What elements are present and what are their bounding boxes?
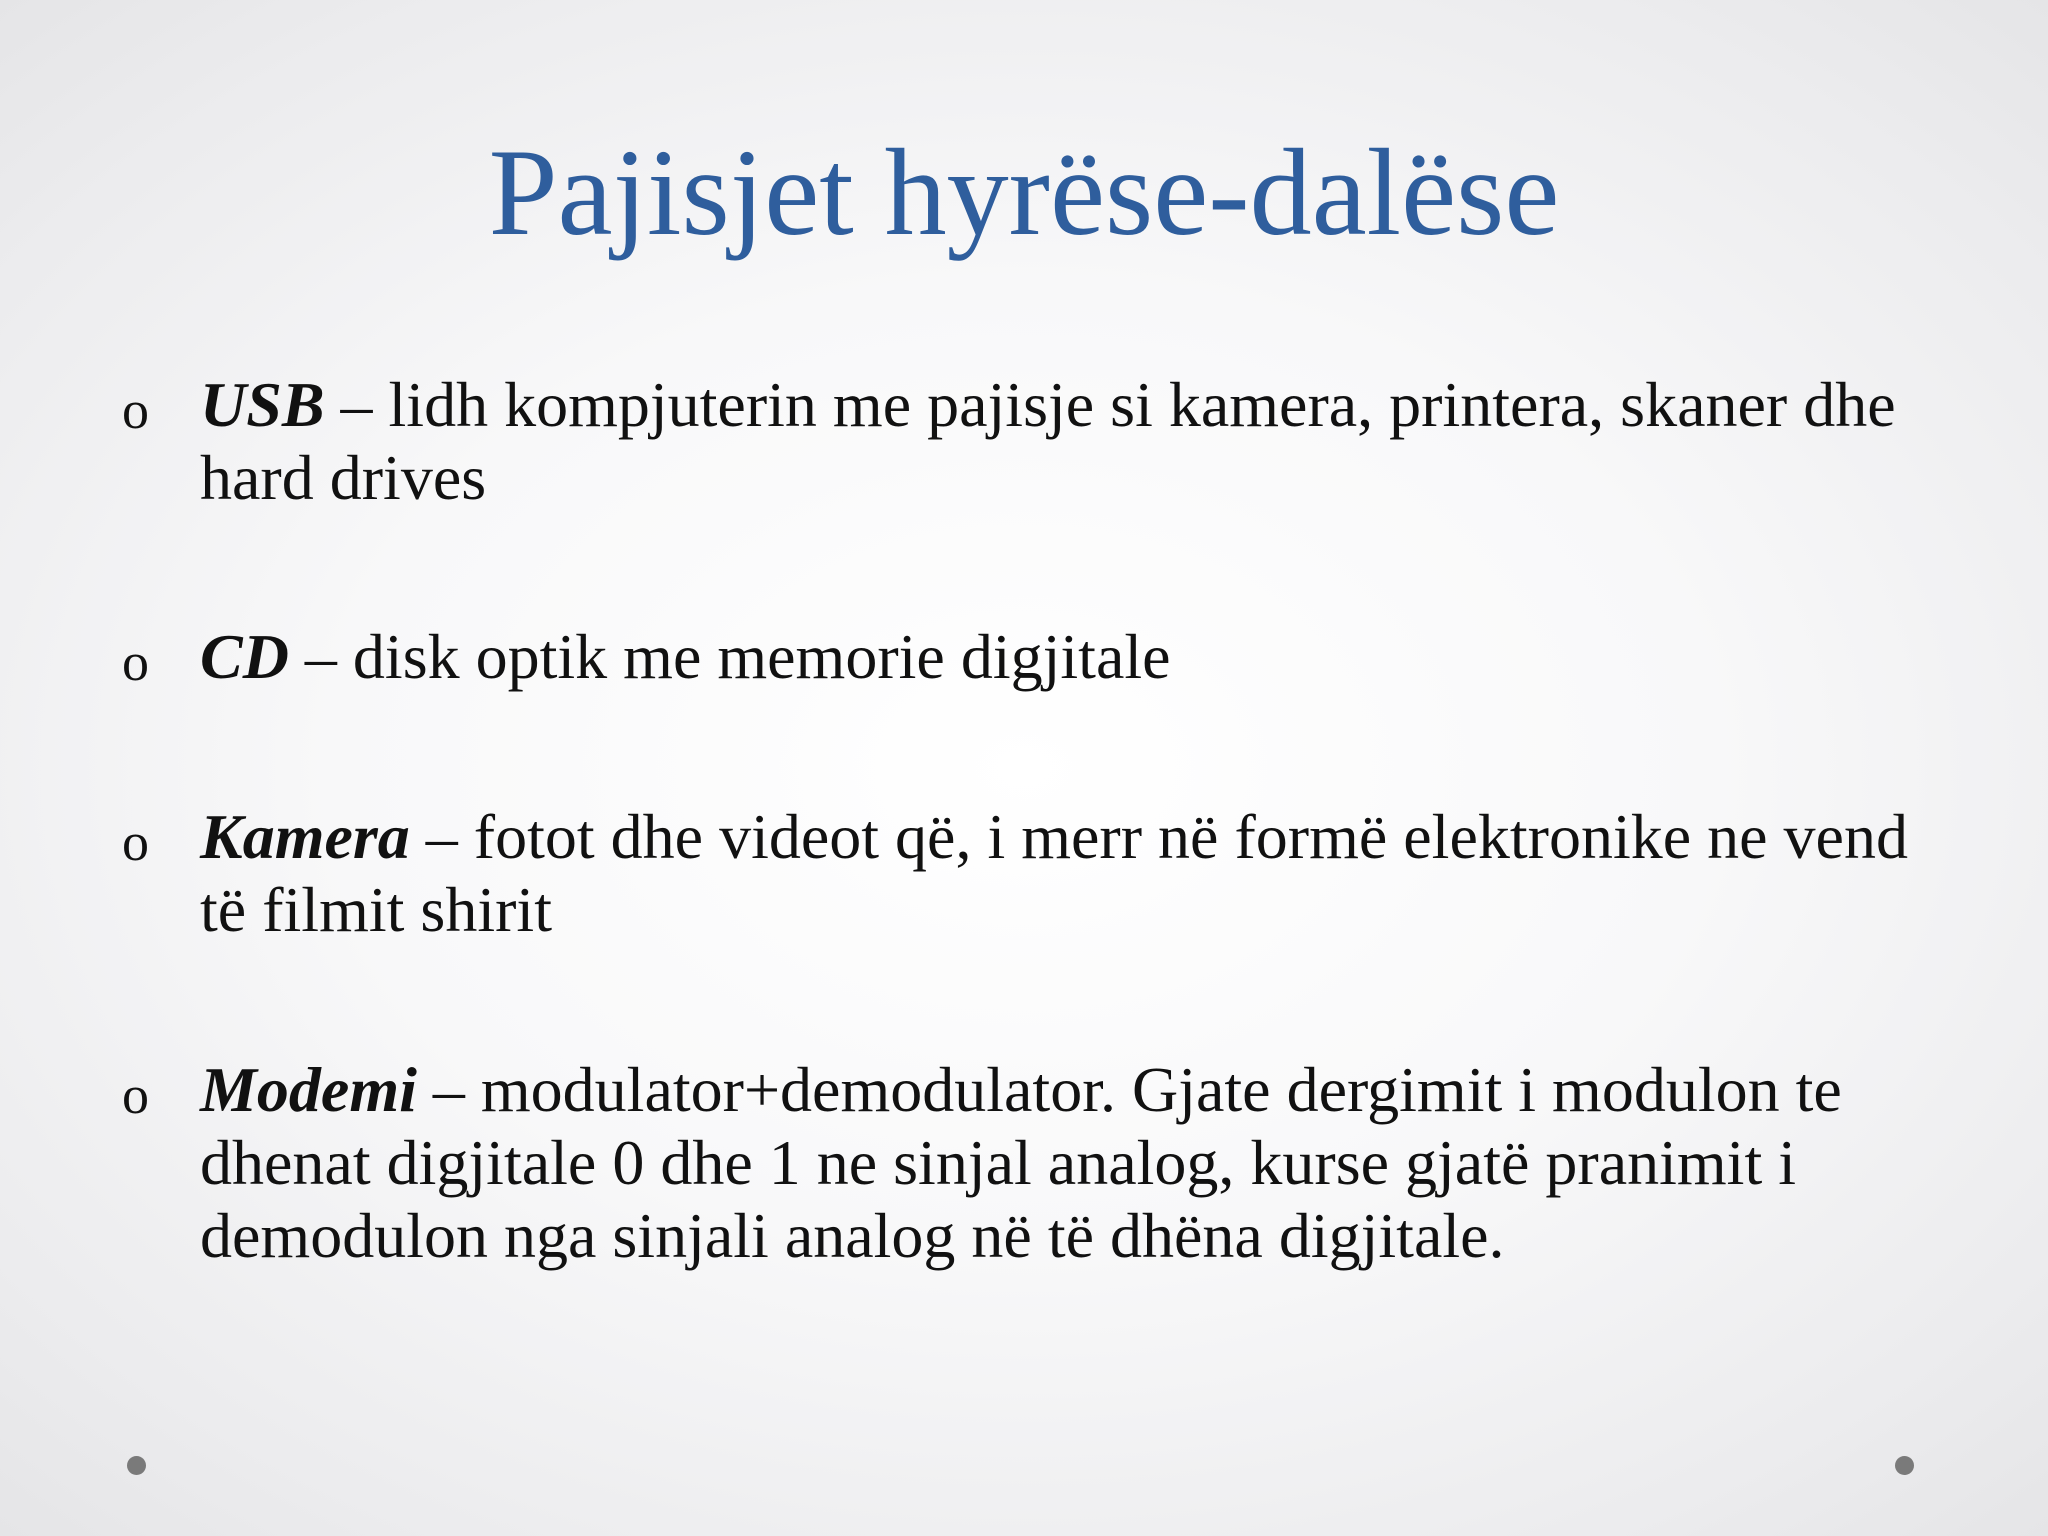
bullet-term: Kamera bbox=[200, 801, 410, 872]
bullet-term: Modemi bbox=[200, 1054, 417, 1125]
bullet-term: CD bbox=[200, 621, 289, 692]
bullet-marker-icon: o bbox=[122, 812, 149, 872]
bullet-marker-icon: o bbox=[122, 380, 149, 440]
bullet-text: – disk optik me memorie digjitale bbox=[288, 621, 1171, 692]
bullet-marker-icon: o bbox=[122, 632, 149, 692]
bullet-item-kamera bbox=[122, 800, 1940, 946]
corner-dot-right-icon bbox=[1895, 1456, 1914, 1475]
bullet-item-usb bbox=[122, 368, 1940, 514]
slide-title: Pajisjet hyrëse-dalëse bbox=[488, 124, 1560, 261]
bullet-item-cd bbox=[122, 620, 1940, 693]
bullet-text: – modulator+demodulator. Gjate dergimit i modulon te dhenat digjitale 0 dhe 1 ne sinjal analog, kurse gjatë pranimit i demodulon nga sinjali analog në të dhëna digjitale. bbox=[200, 1054, 1842, 1271]
bullet-text: – fotot dhe videot që, i merr në formë elektronike ne vend të filmit shirit bbox=[200, 801, 1908, 945]
bullet-text: – lidh kompjuterin me pajisje si kamera, printera, skaner dhe hard drives bbox=[200, 369, 1896, 513]
bullet-term: USB bbox=[200, 369, 325, 440]
bullet-item-modemi bbox=[122, 1053, 1940, 1272]
bullet-marker-icon: o bbox=[122, 1065, 149, 1125]
corner-dot-left-icon bbox=[127, 1456, 146, 1475]
